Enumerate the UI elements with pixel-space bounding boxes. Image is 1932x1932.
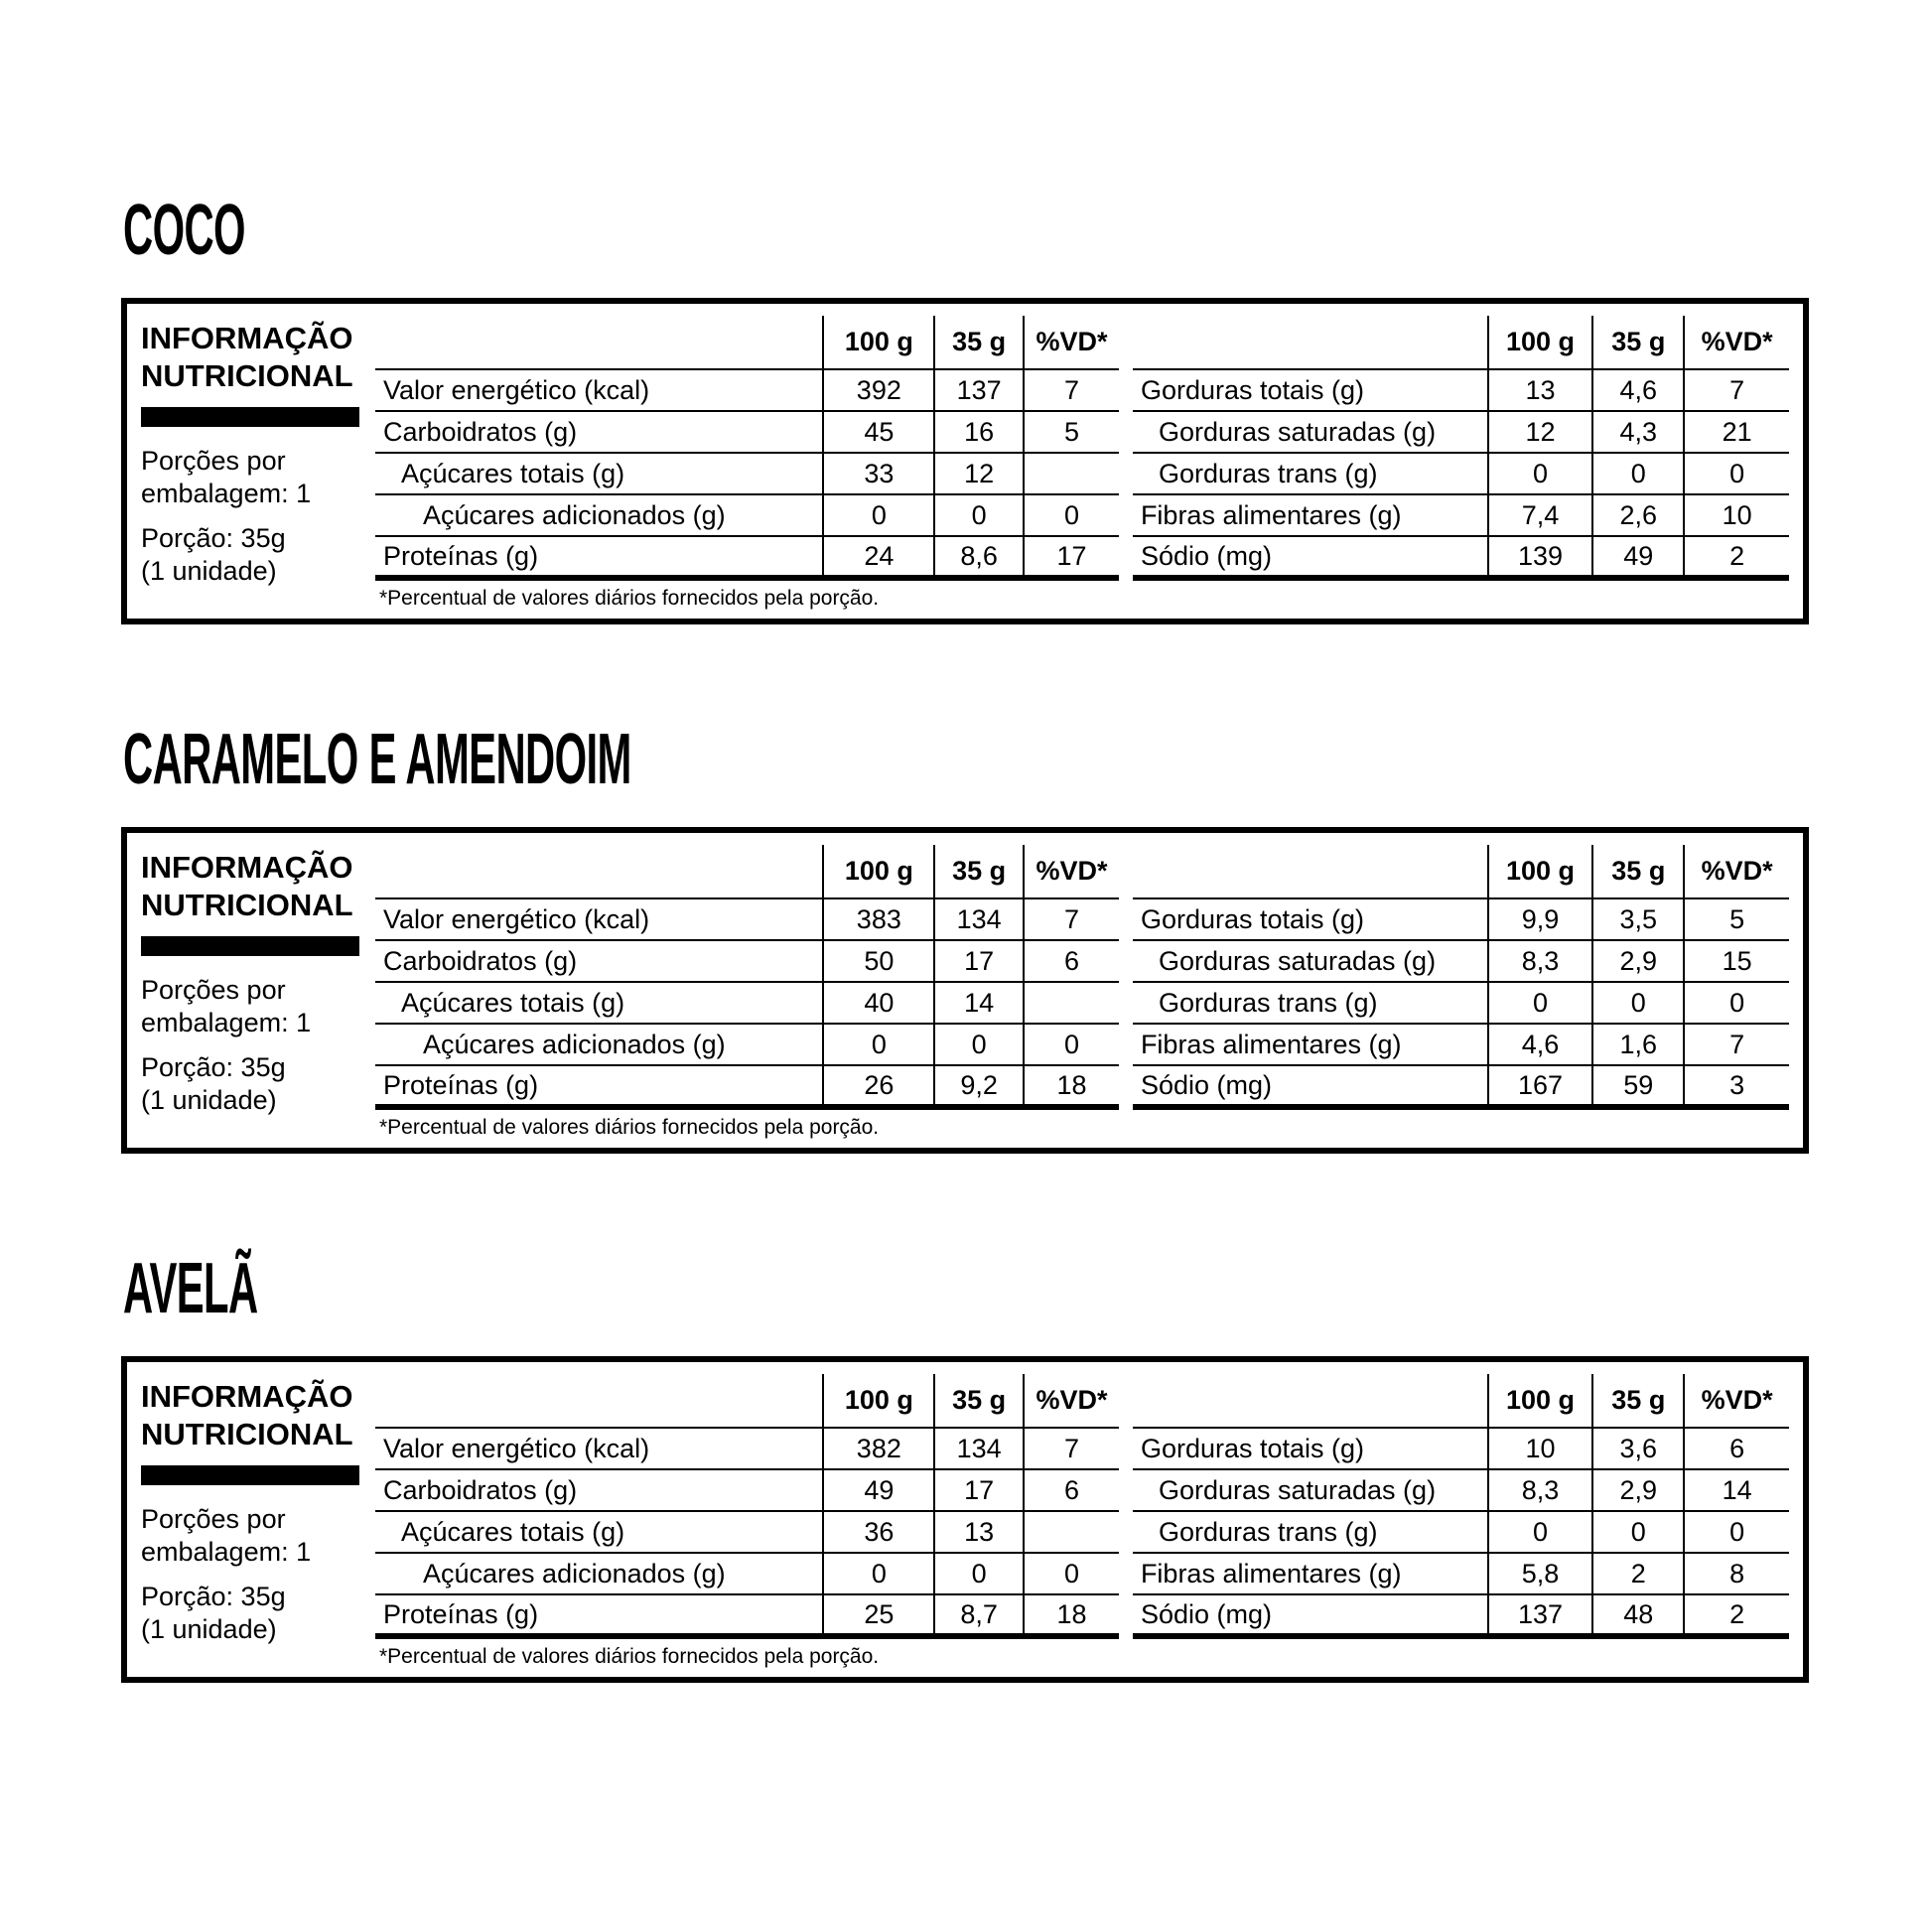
col-header-35g: 35 g — [1592, 845, 1684, 898]
table-row — [375, 494, 1119, 536]
footnote: *Percentual de valores diários fornecidos pela porção. — [379, 1116, 880, 1139]
col-header-35g: 35 g — [934, 316, 1024, 369]
col-spacer — [1133, 316, 1488, 369]
value-100g: 45 — [823, 411, 934, 453]
row-label: Açúcares totais (g) — [375, 1511, 823, 1553]
tables-area — [375, 316, 1789, 611]
col-spacer — [1133, 845, 1488, 898]
portion-text: Porção: 35g — [141, 1052, 286, 1082]
panel-title-line1: INFORMAÇÃO — [141, 850, 353, 885]
row-label: Fibras alimentares (g) — [1133, 1553, 1488, 1594]
nutrition-table-box — [121, 298, 1809, 624]
value-vd — [1024, 982, 1119, 1024]
value-vd: 18 — [1024, 1594, 1119, 1636]
macros-table — [375, 316, 1119, 581]
col-header-vd: %VD* — [1684, 316, 1789, 369]
product-title-heading — [123, 1249, 1809, 1328]
header-row — [1133, 845, 1789, 898]
row-label: Carboidratos (g) — [375, 1469, 823, 1511]
value-100g: 5,8 — [1488, 1553, 1593, 1594]
row-label: Valor energético (kcal) — [375, 898, 823, 940]
header-row — [375, 845, 1119, 898]
value-35g: 59 — [1592, 1065, 1684, 1107]
panel-title-line1: INFORMAÇÃO — [141, 1379, 353, 1414]
value-100g: 13 — [1488, 369, 1593, 411]
value-35g: 3,6 — [1592, 1428, 1684, 1469]
value-100g: 0 — [823, 494, 934, 536]
row-label: Gorduras trans (g) — [1133, 1511, 1488, 1553]
value-vd: 0 — [1684, 1511, 1789, 1553]
value-35g: 134 — [934, 1428, 1024, 1469]
value-vd: 0 — [1684, 453, 1789, 494]
value-vd: 7 — [1024, 898, 1119, 940]
col-header-100g: 100 g — [1488, 1374, 1593, 1428]
row-label: Açúcares adicionados (g) — [375, 1024, 823, 1065]
value-100g: 0 — [1488, 453, 1593, 494]
value-35g: 12 — [934, 453, 1024, 494]
product-title-heading — [123, 191, 1809, 270]
value-vd: 8 — [1684, 1553, 1789, 1594]
value-100g: 9,9 — [1488, 898, 1593, 940]
value-35g: 17 — [934, 1469, 1024, 1511]
row-label: Gorduras saturadas (g) — [1133, 411, 1488, 453]
table-row — [1133, 369, 1789, 411]
value-vd: 0 — [1024, 494, 1119, 536]
value-35g: 134 — [934, 898, 1024, 940]
value-vd: 7 — [1684, 1024, 1789, 1065]
row-label: Sódio (mg) — [1133, 1065, 1488, 1107]
value-vd: 2 — [1684, 1594, 1789, 1636]
macros-table — [375, 845, 1119, 1110]
col-spacer — [375, 845, 823, 898]
col-header-35g: 35 g — [934, 1374, 1024, 1428]
row-label: Gorduras totais (g) — [1133, 369, 1488, 411]
value-vd: 2 — [1684, 536, 1789, 578]
table-row — [1133, 411, 1789, 453]
value-100g: 7,4 — [1488, 494, 1593, 536]
value-35g: 16 — [934, 411, 1024, 453]
panel-title-line2: NUTRICIONAL — [141, 358, 353, 393]
unit-text: (1 unidade) — [141, 1085, 277, 1115]
servings-line1: Porções por — [141, 1504, 286, 1534]
header-row — [1133, 1374, 1789, 1428]
value-35g: 1,6 — [1592, 1024, 1684, 1065]
col-header-vd: %VD* — [1024, 1374, 1119, 1428]
row-label: Fibras alimentares (g) — [1133, 494, 1488, 536]
value-35g: 0 — [1592, 1511, 1684, 1553]
table-row — [1133, 536, 1789, 578]
value-vd: 14 — [1684, 1469, 1789, 1511]
value-vd: 7 — [1684, 369, 1789, 411]
value-vd: 6 — [1024, 940, 1119, 982]
value-100g: 382 — [823, 1428, 934, 1469]
fats-table — [1133, 845, 1789, 1110]
unit-text: (1 unidade) — [141, 1614, 277, 1644]
value-100g: 8,3 — [1488, 1469, 1593, 1511]
col-spacer — [1133, 1374, 1488, 1428]
panel-title-line2: NUTRICIONAL — [141, 888, 353, 922]
table-row — [375, 1553, 1119, 1594]
product-title: COCO — [123, 191, 245, 270]
value-100g: 4,6 — [1488, 1024, 1593, 1065]
value-35g: 49 — [1592, 536, 1684, 578]
info-panel — [141, 316, 371, 611]
value-vd — [1024, 1511, 1119, 1553]
value-35g: 4,6 — [1592, 369, 1684, 411]
value-35g: 0 — [934, 1024, 1024, 1065]
value-100g: 167 — [1488, 1065, 1593, 1107]
value-35g: 2,6 — [1592, 494, 1684, 536]
header-row — [375, 316, 1119, 369]
row-label: Gorduras saturadas (g) — [1133, 940, 1488, 982]
row-label: Carboidratos (g) — [375, 411, 823, 453]
panel-title-line1: INFORMAÇÃO — [141, 321, 353, 355]
value-35g: 13 — [934, 1511, 1024, 1553]
col-header-100g: 100 g — [823, 316, 934, 369]
value-100g: 33 — [823, 453, 934, 494]
table-row — [375, 411, 1119, 453]
row-label: Carboidratos (g) — [375, 940, 823, 982]
col-header-35g: 35 g — [934, 845, 1024, 898]
table-row — [375, 898, 1119, 940]
table-row — [375, 1428, 1119, 1469]
portion-text: Porção: 35g — [141, 523, 286, 553]
panel-title — [141, 849, 371, 924]
value-35g: 8,7 — [934, 1594, 1024, 1636]
servings-line2: embalagem: 1 — [141, 479, 312, 508]
table-row — [375, 369, 1119, 411]
servings-line2: embalagem: 1 — [141, 1537, 312, 1567]
table-row — [1133, 940, 1789, 982]
row-label: Açúcares adicionados (g) — [375, 494, 823, 536]
col-header-100g: 100 g — [1488, 316, 1593, 369]
table-row — [1133, 1594, 1789, 1636]
panel-title — [141, 320, 371, 395]
value-35g: 0 — [934, 494, 1024, 536]
value-100g: 139 — [1488, 536, 1593, 578]
table-row — [1133, 1065, 1789, 1107]
row-label: Açúcares adicionados (g) — [375, 1553, 823, 1594]
row-label: Proteínas (g) — [375, 1065, 823, 1107]
product-section-caramelo-amendoim — [121, 720, 1809, 1154]
value-100g: 36 — [823, 1511, 934, 1553]
table-row — [1133, 982, 1789, 1024]
product-title-heading — [123, 720, 1809, 799]
value-35g: 48 — [1592, 1594, 1684, 1636]
value-100g: 40 — [823, 982, 934, 1024]
tables-area — [375, 845, 1789, 1140]
value-35g: 4,3 — [1592, 411, 1684, 453]
table-row — [1133, 898, 1789, 940]
row-label: Valor energético (kcal) — [375, 1428, 823, 1469]
portion-text: Porção: 35g — [141, 1582, 286, 1611]
value-vd: 0 — [1024, 1553, 1119, 1594]
row-label: Proteínas (g) — [375, 1594, 823, 1636]
product-title: CARAMELO E AMENDOIM — [123, 720, 631, 799]
value-vd: 7 — [1024, 369, 1119, 411]
value-vd: 0 — [1024, 1024, 1119, 1065]
value-100g: 24 — [823, 536, 934, 578]
row-label: Gorduras trans (g) — [1133, 453, 1488, 494]
value-100g: 12 — [1488, 411, 1593, 453]
tables-row — [375, 845, 1789, 1110]
value-100g: 392 — [823, 369, 934, 411]
row-label: Proteínas (g) — [375, 536, 823, 578]
table-row — [375, 536, 1119, 578]
nutrition-table-box — [121, 827, 1809, 1154]
product-title: AVELÃ — [123, 1249, 258, 1328]
row-label: Açúcares totais (g) — [375, 982, 823, 1024]
value-vd: 6 — [1684, 1428, 1789, 1469]
col-header-100g: 100 g — [823, 845, 934, 898]
col-header-100g: 100 g — [823, 1374, 934, 1428]
row-label: Gorduras trans (g) — [1133, 982, 1488, 1024]
info-panel — [141, 845, 371, 1140]
product-section-avela — [121, 1249, 1809, 1683]
panel-title-line2: NUTRICIONAL — [141, 1417, 353, 1451]
row-label: Gorduras saturadas (g) — [1133, 1469, 1488, 1511]
col-header-35g: 35 g — [1592, 1374, 1684, 1428]
value-vd: 21 — [1684, 411, 1789, 453]
table-row — [375, 940, 1119, 982]
servings-text — [141, 1503, 371, 1569]
servings-line2: embalagem: 1 — [141, 1008, 312, 1037]
value-vd: 0 — [1684, 982, 1789, 1024]
value-100g: 26 — [823, 1065, 934, 1107]
panel-divider-bar — [141, 1465, 359, 1485]
value-vd: 10 — [1684, 494, 1789, 536]
table-row — [375, 453, 1119, 494]
value-100g: 49 — [823, 1469, 934, 1511]
product-section-coco — [121, 191, 1809, 624]
col-spacer — [375, 316, 823, 369]
value-35g: 137 — [934, 369, 1024, 411]
value-100g: 8,3 — [1488, 940, 1593, 982]
nutrition-table-box — [121, 1356, 1809, 1683]
value-vd: 5 — [1024, 411, 1119, 453]
value-vd: 3 — [1684, 1065, 1789, 1107]
row-label: Açúcares totais (g) — [375, 453, 823, 494]
servings-line1: Porções por — [141, 975, 286, 1005]
col-header-35g: 35 g — [1592, 316, 1684, 369]
table-row — [375, 982, 1119, 1024]
servings-text — [141, 974, 371, 1039]
col-header-100g: 100 g — [1488, 845, 1593, 898]
table-row — [1133, 1553, 1789, 1594]
value-100g: 0 — [1488, 1511, 1593, 1553]
row-label: Gorduras totais (g) — [1133, 898, 1488, 940]
value-35g: 3,5 — [1592, 898, 1684, 940]
panel-divider-bar — [141, 407, 359, 427]
value-35g: 14 — [934, 982, 1024, 1024]
footnote: *Percentual de valores diários fornecidos pela porção. — [379, 587, 880, 610]
value-35g: 2,9 — [1592, 1469, 1684, 1511]
macros-table — [375, 1374, 1119, 1639]
servings-text — [141, 445, 371, 510]
header-row — [375, 1374, 1119, 1428]
value-vd: 6 — [1024, 1469, 1119, 1511]
value-35g: 2 — [1592, 1553, 1684, 1594]
header-row — [1133, 316, 1789, 369]
panel-title — [141, 1378, 371, 1453]
table-row — [1133, 1511, 1789, 1553]
row-label: Sódio (mg) — [1133, 536, 1488, 578]
table-row — [1133, 1469, 1789, 1511]
value-35g: 0 — [1592, 453, 1684, 494]
value-35g: 2,9 — [1592, 940, 1684, 982]
value-vd: 15 — [1684, 940, 1789, 982]
row-label: Sódio (mg) — [1133, 1594, 1488, 1636]
value-35g: 17 — [934, 940, 1024, 982]
info-panel — [141, 1374, 371, 1669]
table-row — [375, 1511, 1119, 1553]
col-spacer — [375, 1374, 823, 1428]
col-header-vd: %VD* — [1024, 316, 1119, 369]
value-100g: 0 — [1488, 982, 1593, 1024]
footnote: *Percentual de valores diários fornecidos pela porção. — [379, 1645, 880, 1668]
value-vd: 5 — [1684, 898, 1789, 940]
table-row — [1133, 1428, 1789, 1469]
tables-row — [375, 1374, 1789, 1639]
value-35g: 0 — [1592, 982, 1684, 1024]
col-header-vd: %VD* — [1024, 845, 1119, 898]
value-100g: 25 — [823, 1594, 934, 1636]
row-label: Fibras alimentares (g) — [1133, 1024, 1488, 1065]
value-100g: 0 — [823, 1553, 934, 1594]
table-row — [1133, 453, 1789, 494]
value-35g: 0 — [934, 1553, 1024, 1594]
col-header-vd: %VD* — [1684, 1374, 1789, 1428]
tables-area — [375, 1374, 1789, 1669]
table-row — [1133, 494, 1789, 536]
row-label: Valor energético (kcal) — [375, 369, 823, 411]
value-vd: 7 — [1024, 1428, 1119, 1469]
fats-table — [1133, 316, 1789, 581]
value-100g: 0 — [823, 1024, 934, 1065]
unit-text: (1 unidade) — [141, 556, 277, 586]
value-35g: 8,6 — [934, 536, 1024, 578]
value-vd — [1024, 453, 1119, 494]
table-row — [1133, 1024, 1789, 1065]
table-row — [375, 1065, 1119, 1107]
fats-table — [1133, 1374, 1789, 1639]
tables-row — [375, 316, 1789, 581]
servings-line1: Porções por — [141, 446, 286, 476]
value-100g: 50 — [823, 940, 934, 982]
row-label: Gorduras totais (g) — [1133, 1428, 1488, 1469]
table-row — [375, 1469, 1119, 1511]
value-35g: 9,2 — [934, 1065, 1024, 1107]
value-100g: 10 — [1488, 1428, 1593, 1469]
panel-divider-bar — [141, 936, 359, 956]
value-100g: 137 — [1488, 1594, 1593, 1636]
value-vd: 17 — [1024, 536, 1119, 578]
table-row — [375, 1024, 1119, 1065]
col-header-vd: %VD* — [1684, 845, 1789, 898]
value-100g: 383 — [823, 898, 934, 940]
table-row — [375, 1594, 1119, 1636]
value-vd: 18 — [1024, 1065, 1119, 1107]
